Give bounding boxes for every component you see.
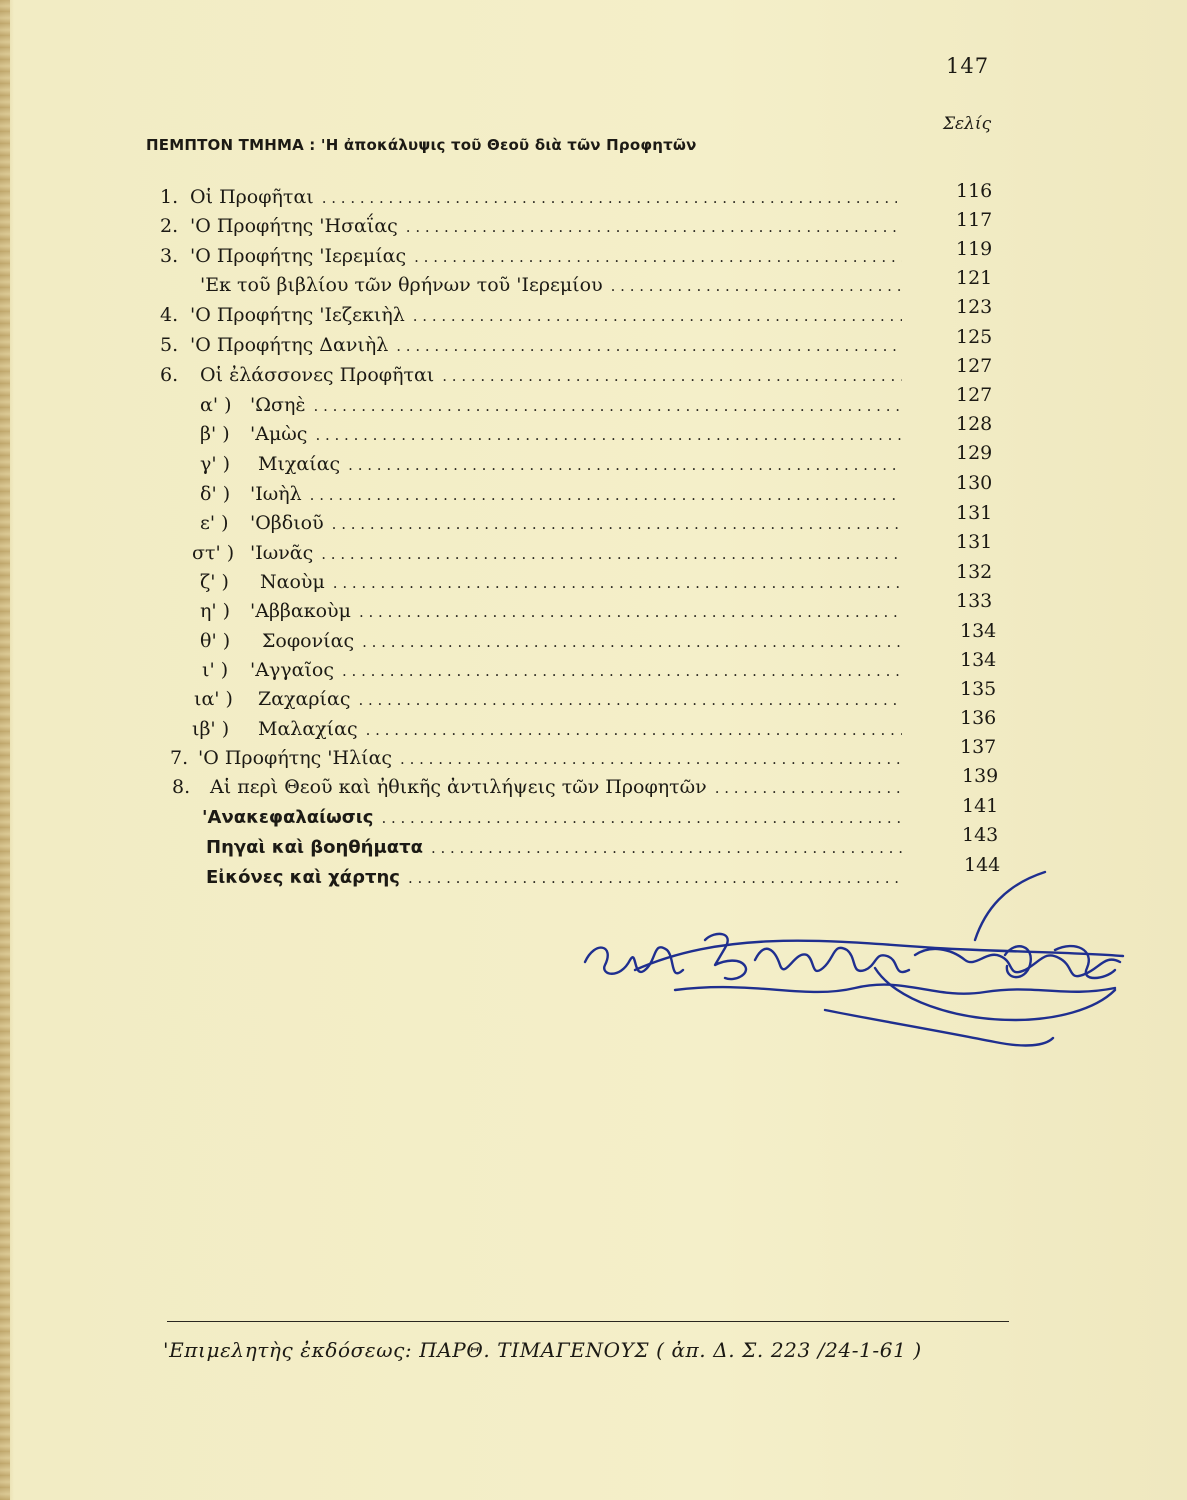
- toc-entry-page: 139: [962, 765, 999, 787]
- toc-entry-number: 4.: [160, 304, 179, 326]
- toc-entry: [192, 718, 910, 746]
- toc-entry-page: 121: [956, 267, 993, 289]
- toc-entry: [200, 512, 910, 540]
- toc-entry-title: 'Ο Προφήτης 'Ηλίας: [198, 747, 393, 769]
- toc-entry: [200, 571, 910, 599]
- toc-leader-dots: [366, 718, 902, 740]
- toc-entry-number: ιβ' ): [192, 718, 230, 740]
- section-title: ΠΕΜΠΤΟΝ ΤΜΗΜΑ : 'Η ἀποκάλυψις τοῦ Θεοῦ διὰ τῶν Προφητῶν: [146, 136, 697, 154]
- toc-leader-dots: [611, 274, 902, 296]
- toc-entry-number: 3.: [160, 245, 179, 267]
- toc-leader-dots: [381, 806, 904, 828]
- toc-leader-dots: [348, 453, 902, 475]
- toc-entry-title: 'Ωσηὲ: [250, 394, 306, 416]
- toc-entry-title: Οἱ ἐλάσσονες Προφῆται: [200, 364, 435, 386]
- toc-entry: [160, 334, 910, 362]
- toc-entry-title: Μαλαχίας: [258, 718, 358, 740]
- toc-entry-page: 128: [956, 413, 993, 435]
- toc-entry-number: 7.: [170, 747, 189, 769]
- toc-entry-page: 143: [962, 824, 999, 846]
- toc-entry-title: 'Αββακοὺμ: [250, 600, 351, 622]
- toc-entry-number: θ' ): [200, 630, 231, 652]
- toc-entry: [160, 304, 910, 332]
- toc-entry: [172, 776, 912, 804]
- toc-entry-title: 'Ιωὴλ: [250, 483, 302, 505]
- toc-leader-dots: [413, 304, 902, 326]
- toc-entry-page: 134: [960, 620, 997, 642]
- toc-entry-number: 5.: [160, 334, 179, 356]
- toc-entry: [202, 806, 912, 834]
- toc-entry-page: 127: [956, 355, 993, 377]
- toc-entry-page: 134: [960, 649, 997, 671]
- toc-entry-title: 'Ιωνᾶς: [250, 542, 314, 564]
- toc-entry-title: 'Ο Προφήτης 'Ιεζεκιὴλ: [190, 304, 405, 326]
- toc-entry-number: α' ): [200, 394, 232, 416]
- toc-leader-dots: [321, 542, 902, 564]
- toc-entry-page: 123: [956, 296, 993, 318]
- toc-leader-dots: [396, 334, 902, 356]
- toc-entry-page: 130: [956, 472, 993, 494]
- pages-column-header: Σελίς: [943, 114, 992, 134]
- toc-entry: [194, 688, 910, 716]
- toc-entry-title: Πηγαὶ καὶ βοηθήματα: [206, 837, 423, 858]
- toc-entry: [170, 747, 910, 775]
- toc-entry-title: 'Αγγαῖος: [250, 659, 335, 681]
- toc-entry-title: Ναοὺμ: [260, 571, 325, 593]
- toc-entry: [160, 186, 905, 214]
- toc-entry-title: Εἰκόνες καὶ χάρτης: [206, 867, 400, 888]
- handwritten-signature: [575, 870, 1135, 1060]
- toc-leader-dots: [333, 571, 902, 593]
- toc-entry-number: γ' ): [200, 453, 231, 475]
- toc-entry-page: 136: [960, 707, 997, 729]
- toc-leader-dots: [342, 659, 902, 681]
- toc-entry: [160, 364, 910, 392]
- toc-entry-page: 116: [956, 180, 993, 202]
- toc-entry-number: η' ): [200, 600, 231, 622]
- toc-entry: [160, 245, 910, 273]
- toc-entry: [200, 600, 910, 628]
- toc-entry-number: 8.: [172, 776, 191, 798]
- toc-entry-page: 127: [956, 384, 993, 406]
- toc-entry: [200, 483, 910, 511]
- toc-entry-page: 133: [956, 590, 993, 612]
- toc-entry-number: ε' ): [200, 512, 229, 534]
- toc-entry: [200, 630, 910, 658]
- toc-leader-dots: [332, 512, 902, 534]
- toc-entry: [202, 659, 910, 687]
- toc-leader-dots: [431, 836, 904, 858]
- footer-divider: [167, 1321, 1009, 1322]
- toc-leader-dots: [362, 630, 902, 652]
- toc-entry-number: ια' ): [194, 688, 233, 710]
- toc-entry-title: 'Εκ τοῦ βιβλίου τῶν θρήνων τοῦ 'Ιερεμίου: [200, 274, 603, 296]
- toc-entry-number: 6.: [160, 364, 179, 386]
- toc-leader-dots: [414, 245, 902, 267]
- toc-entry-number: β' ): [200, 423, 230, 445]
- toc-entry: [200, 453, 910, 481]
- toc-entry-page: 144: [964, 854, 1001, 876]
- toc-entry-page: 135: [960, 678, 997, 700]
- toc-entry-number: 1.: [160, 186, 179, 208]
- toc-entry-number: ι' ): [202, 659, 229, 681]
- toc-leader-dots: [442, 364, 902, 386]
- toc-entry: [192, 542, 910, 570]
- toc-entry-page: 125: [956, 326, 993, 348]
- toc-entry-page: 119: [956, 238, 993, 260]
- toc-entry-title: Οἱ Προφῆται: [190, 186, 314, 208]
- page-binding-edge: [0, 0, 10, 1500]
- editor-footer: 'Επιμελητὴς ἐκδόσεως: ΠΑΡΘ. ΤΙΜΑΓΕΝΟΥΣ ( ἀπ. Δ. Σ. 223 /24-1-61 ): [163, 1338, 922, 1362]
- toc-entry-page: 141: [962, 795, 999, 817]
- toc-entry-number: ζ' ): [200, 571, 229, 593]
- toc-entry-page: 129: [956, 442, 993, 464]
- toc-entry-title: Μιχαίας: [258, 453, 341, 475]
- toc-entry-page: 117: [956, 209, 993, 231]
- toc-entry: [200, 274, 910, 302]
- toc-entry-number: 2.: [160, 215, 179, 237]
- toc-leader-dots: [406, 215, 902, 237]
- toc-leader-dots: [314, 394, 902, 416]
- toc-entry-title: 'Ο Προφήτης 'Ιερεμίας: [190, 245, 407, 267]
- toc-entry-title: 'Αμὼς: [250, 423, 308, 445]
- toc-leader-dots: [715, 776, 904, 798]
- toc-entry: [160, 215, 910, 243]
- toc-entry-page: 137: [960, 736, 997, 758]
- toc-leader-dots: [400, 747, 902, 769]
- toc-leader-dots: [358, 688, 902, 710]
- toc-entry-title: 'Ο Προφήτης Δανιὴλ: [190, 334, 389, 356]
- toc-entry-page: 131: [956, 531, 993, 553]
- toc-entry-page: 131: [956, 502, 993, 524]
- toc-entry-title: 'Οβδιοῦ: [250, 512, 324, 534]
- toc-entry: [206, 836, 912, 864]
- toc-entry-title: Αἱ περὶ Θεοῦ καὶ ἠθικῆς ἀντιλήψεις τῶν Προφητῶν: [210, 776, 707, 798]
- toc-entry-title: Σοφονίας: [262, 630, 355, 652]
- toc-entry-number: στ' ): [192, 542, 235, 564]
- toc-leader-dots: [310, 483, 902, 505]
- toc-entry: [200, 423, 910, 451]
- toc-leader-dots: [315, 423, 902, 445]
- toc-entry-number: δ' ): [200, 483, 231, 505]
- toc-entry: [200, 394, 910, 422]
- page-number: 147: [946, 54, 990, 78]
- toc-entry-title: 'Ο Προφήτης 'Ησαΐας: [190, 215, 398, 237]
- toc-leader-dots: [359, 600, 902, 622]
- toc-entry-title: Ζαχαρίας: [258, 688, 351, 710]
- toc-entry-page: 132: [956, 561, 993, 583]
- toc-entry-title: 'Ανακεφαλαίωσις: [202, 807, 374, 828]
- toc-leader-dots: [322, 186, 897, 208]
